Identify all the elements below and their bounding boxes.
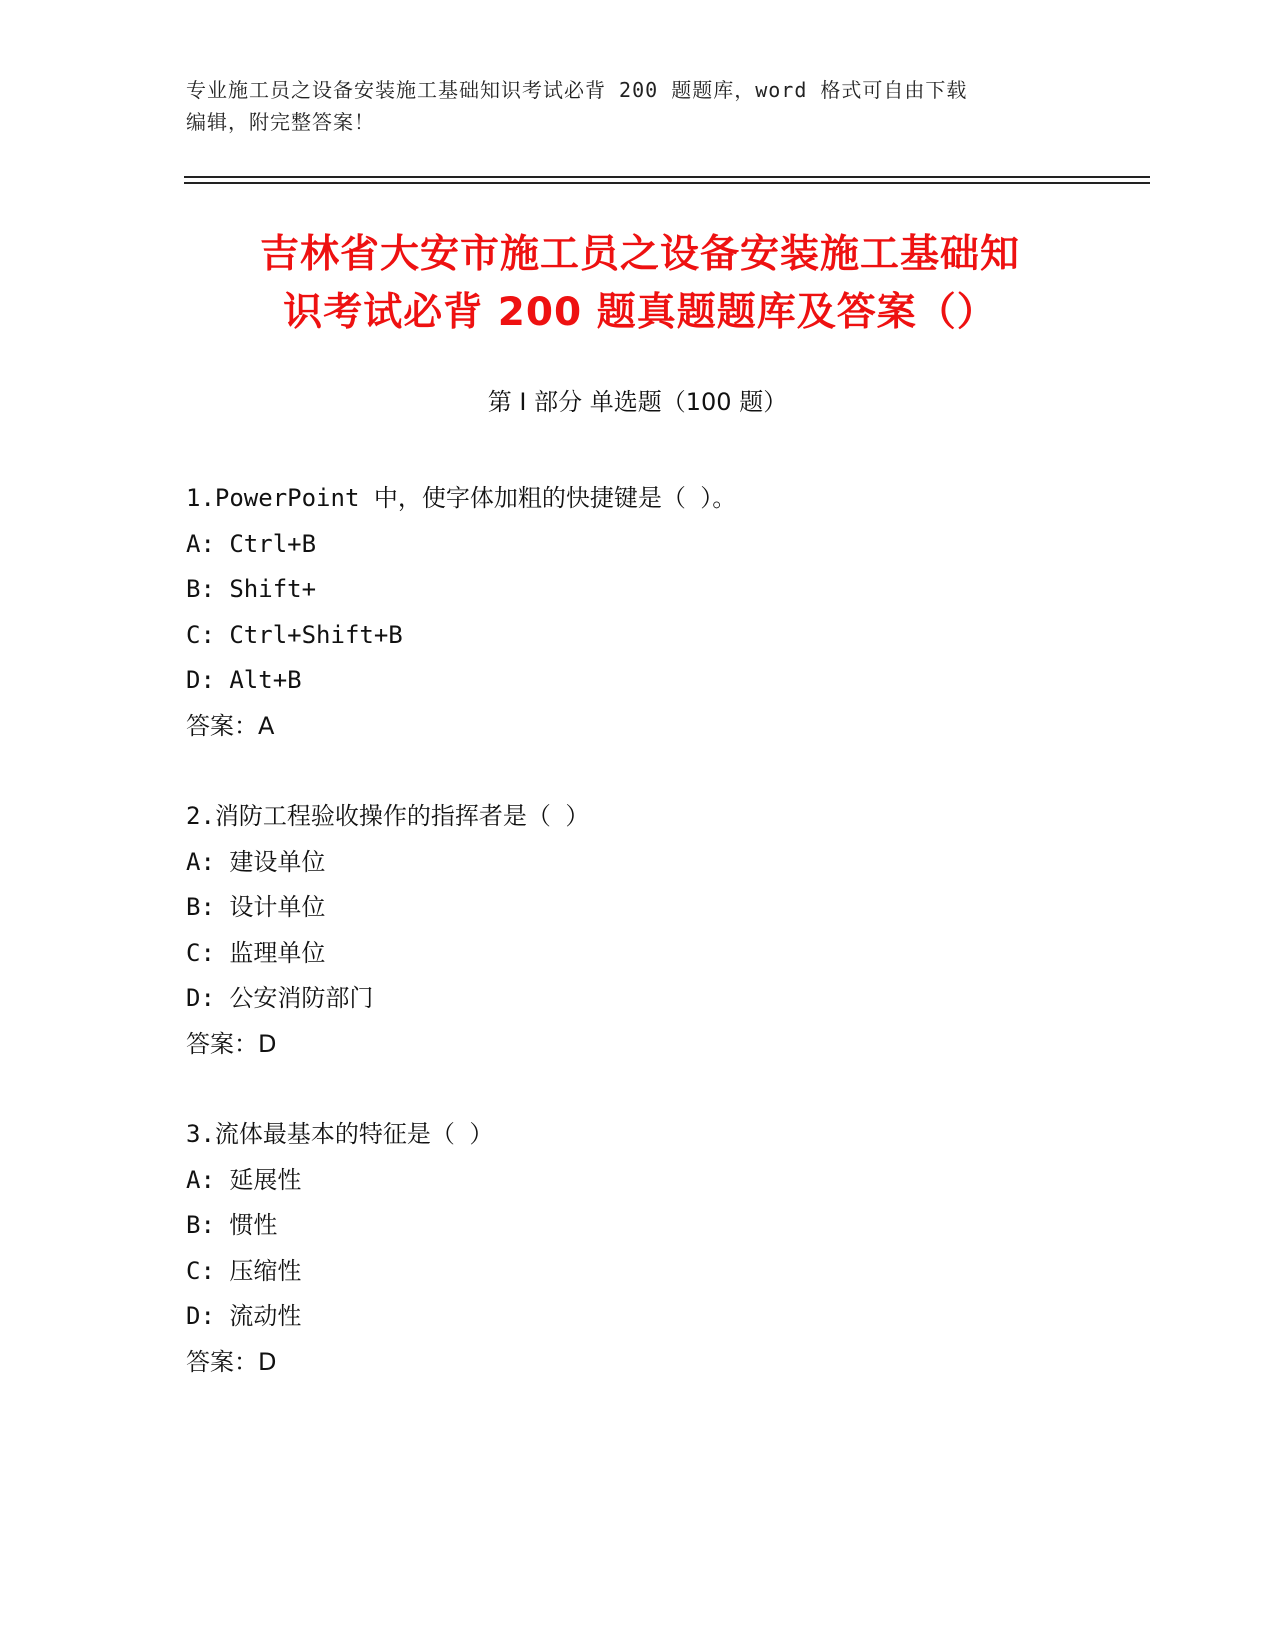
document-title bbox=[150, 226, 1130, 342]
option-c: C: 压缩性 bbox=[186, 1256, 302, 1285]
option-b: B: 惯性 bbox=[186, 1211, 278, 1239]
question-1 bbox=[186, 476, 1086, 749]
option-b: B: 设计单位 bbox=[186, 893, 326, 921]
option-d: D: 流动性 bbox=[186, 1302, 302, 1330]
header-note bbox=[186, 74, 1086, 138]
header-divider-top bbox=[184, 176, 1150, 178]
header-note-line-1: 专业施工员之设备安装施工基础知识考试必背 200 题题库，word 格式可自由下载 bbox=[186, 78, 968, 102]
option-c: C: 监理单位 bbox=[186, 938, 326, 967]
document-title-line-2: 识考试必背 200 题真题题库及答案（） bbox=[283, 290, 997, 335]
option-d: D: Alt+B bbox=[186, 666, 302, 694]
option-a: A: 建设单位 bbox=[186, 847, 326, 876]
option-a: A: Ctrl+B bbox=[186, 529, 317, 558]
document-title-line-1: 吉林省大安市施工员之设备安装施工基础知 bbox=[259, 232, 1020, 277]
question-stem: 1.PowerPoint 中，使字体加粗的快捷键是（ ）。 bbox=[186, 484, 737, 512]
answer-line: 答案：A bbox=[186, 711, 275, 740]
header-note-line-2: 编辑，附完整答案！ bbox=[186, 110, 375, 134]
header-divider-bottom bbox=[184, 182, 1150, 184]
answer-line: 答案：D bbox=[186, 1347, 277, 1376]
option-a: A: 延展性 bbox=[186, 1165, 302, 1194]
option-b: B: Shift+ bbox=[186, 575, 317, 603]
question-stem: 3.流体最基本的特征是（ ） bbox=[186, 1120, 494, 1148]
section-title: 第 I 部分 单选题（100 题） bbox=[487, 388, 788, 416]
option-d: D: 公安消防部门 bbox=[186, 984, 374, 1012]
option-c: C: Ctrl+Shift+B bbox=[186, 620, 403, 649]
question-3 bbox=[186, 1112, 1086, 1385]
question-stem: 2.消防工程验收操作的指挥者是（ ） bbox=[186, 802, 590, 830]
answer-line: 答案：D bbox=[186, 1029, 277, 1058]
question-2 bbox=[186, 794, 1086, 1067]
